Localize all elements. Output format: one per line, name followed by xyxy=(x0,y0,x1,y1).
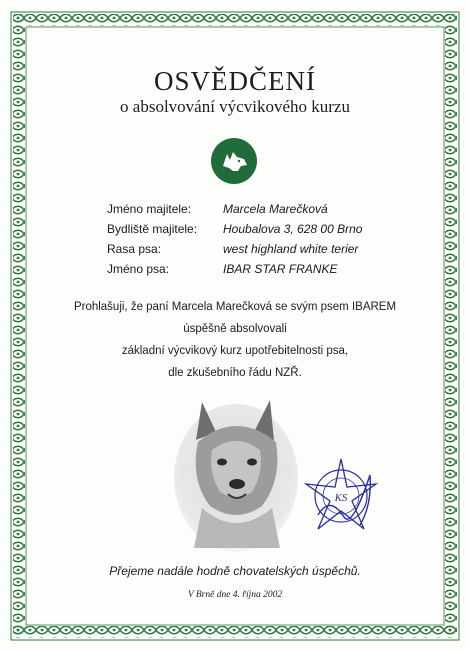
statement-line: dle zkušebního řádu NZŘ. xyxy=(168,367,302,379)
dog-name-label: Jméno psa: xyxy=(107,262,170,276)
field-row-dog-name xyxy=(107,262,407,282)
breed-value: west highland white terier xyxy=(223,242,359,256)
seal-monogram: KS xyxy=(334,492,348,504)
owner-address-value: Houbalova 3, 628 00 Brno xyxy=(223,222,363,236)
certificate-title: OSVĚDČENÍ xyxy=(154,66,316,96)
issue-date: V Brně dne 4. října 2002 xyxy=(187,590,283,600)
breed-label: Rasa psa: xyxy=(107,242,162,256)
statement-line: základní výcvikový kurz upotřebitelnosti psa, xyxy=(121,345,349,357)
certificate-subtitle: o absolvování výcvikového kurzu xyxy=(120,97,350,116)
owner-name-label: Jméno majitele: xyxy=(107,202,192,216)
certificate-statement xyxy=(0,296,470,384)
dog-head-logo-icon xyxy=(211,138,257,184)
dog-portrait-illustration xyxy=(172,388,300,552)
statement-line: Prohlašuji, že paní Marcela Marečková se svým psem IBAREM xyxy=(73,301,397,313)
field-row-owner-name xyxy=(107,202,407,222)
field-row-owner-address xyxy=(107,222,407,242)
statement-line: úspěšně absolvovali xyxy=(183,323,287,335)
dog-name-value: IBAR STAR FRANKE xyxy=(223,262,338,276)
owner-details xyxy=(107,202,407,282)
field-row-breed xyxy=(107,242,407,262)
closing-wish: Přejeme nadále hodně chovatelských úspěchů. xyxy=(109,564,361,578)
owner-address-label: Bydliště majitele: xyxy=(107,222,198,236)
star-seal-icon xyxy=(300,455,382,537)
owner-name-value: Marcela Marečková xyxy=(223,202,328,216)
